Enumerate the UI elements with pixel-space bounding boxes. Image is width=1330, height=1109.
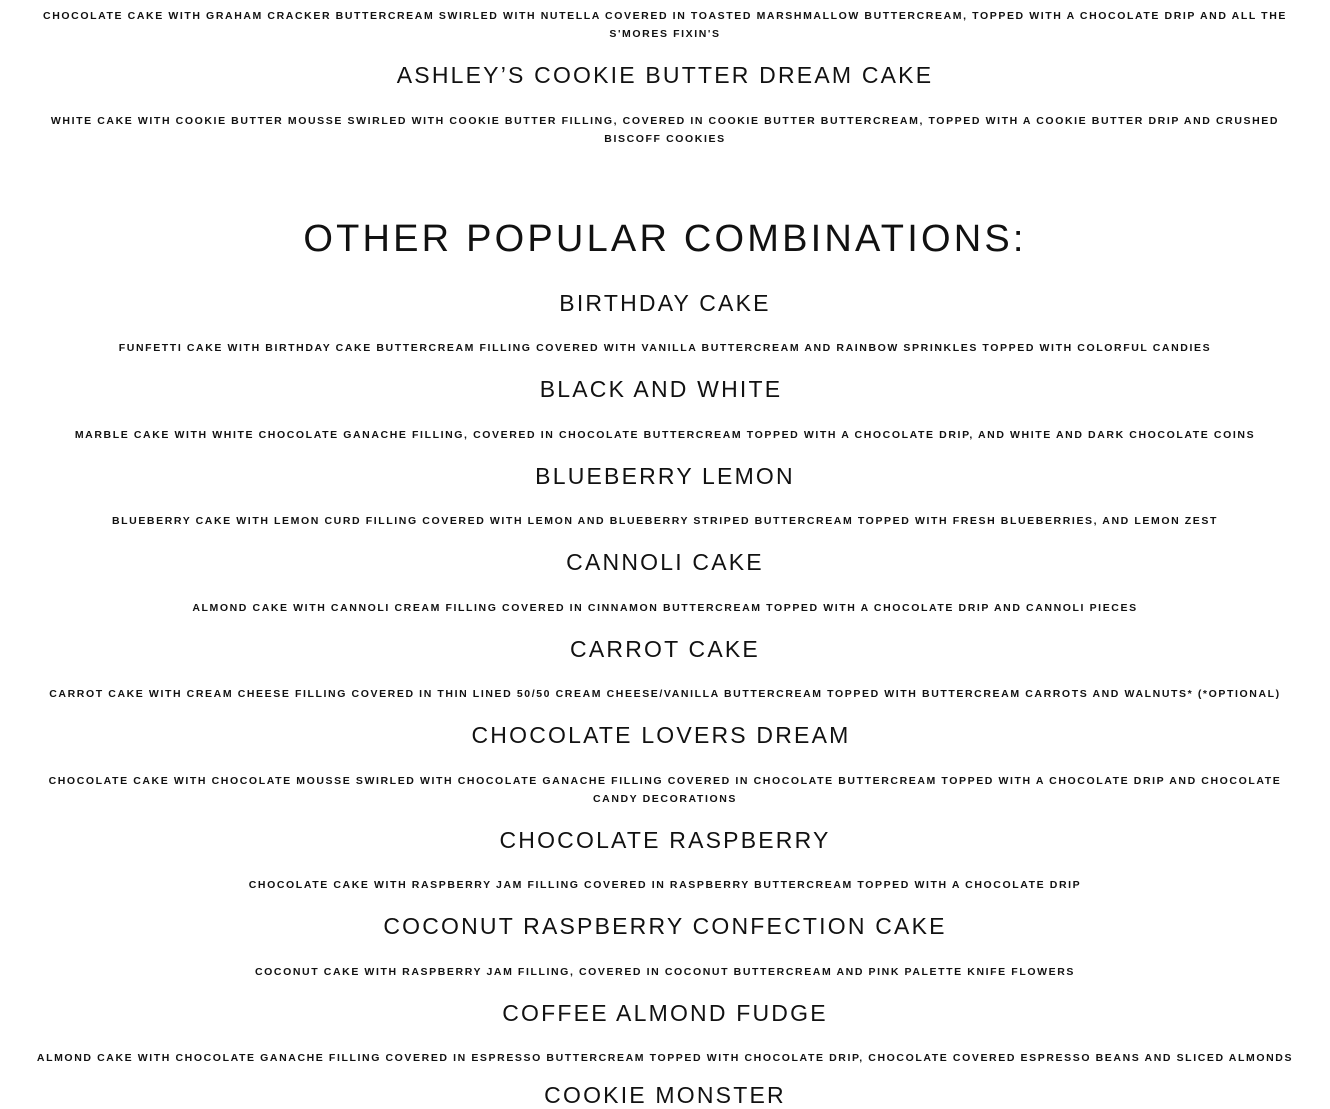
cake-title: ASHLEY’S COOKIE BUTTER DREAM CAKE [396, 62, 934, 88]
cake-description: CHOCOLATE CAKE WITH GRAHAM CRACKER BUTTERCREAM SWIRLED WITH NUTELLA COVERED IN TOASTED MARSHMALLOW BUTTERCREAM, TOPPED WITH A CHOCOLATE DRIP AND ALL THE S'MORES FIXIN'S [43, 10, 1287, 40]
featured-item-cookie-butter [0, 61, 1330, 89]
cake-description: WHITE CAKE WITH COOKIE BUTTER MOUSSE SWIRLED WITH COOKIE BUTTER FILLING, COVERED IN COOKIE BUTTER BUTTERCREAM, TOPPED WITH A COOKIE BUTTER DRIP AND CRUSHED BISCOFF COOKIES [50, 115, 1280, 145]
cake-title-black-and-white: BLACK AND WHITE [539, 376, 783, 402]
featured-item-smores [0, 7, 1330, 43]
cake-title-chocolate-raspberry: CHOCOLATE RASPBERRY [499, 827, 831, 853]
cake-description: FUNFETTI CAKE WITH BIRTHDAY CAKE BUTTERCREAM FILLING COVERED WITH VANILLA BUTTERCREAM AND RAINBOW SPRINKLES TOPPED WITH COLORFUL CANDIES [118, 342, 1212, 354]
cake-title-cookie-monster: COOKIE MONSTER [544, 1082, 786, 1108]
cake-description: CARROT CAKE WITH CREAM CHEESE FILLING COVERED IN THIN LINED 50/50 CREAM CHEESE/VANILLA BUTTERCREAM TOPPED WITH BUTTERCREAM CARROTS AND WALNUTS* (*OPTIONAL) [49, 688, 1281, 700]
cake-title-chocolate-lovers-dream: CHOCOLATE LOVERS DREAM [471, 722, 851, 748]
cake-title-coffee-almond-fudge: COFFEE ALMOND FUDGE [502, 1000, 828, 1026]
cake-description: BLUEBERRY CAKE WITH LEMON CURD FILLING COVERED WITH LEMON AND BLUEBERRY STRIPED BUTTERCREAM TOPPED WITH FRESH BLUEBERRIES, AND LEMON ZEST [111, 515, 1219, 527]
cake-title-carrot-cake: CARROT CAKE [570, 636, 760, 662]
cake-title-birthday-cake: BIRTHDAY CAKE [559, 290, 771, 316]
cake-title-coconut-raspberry: COCONUT RASPBERRY CONFECTION CAKE [383, 913, 947, 939]
cake-description: MARBLE CAKE WITH WHITE CHOCOLATE GANACHE FILLING, COVERED IN CHOCOLATE BUTTERCREAM TOPPED WITH A CHOCOLATE DRIP, AND WHITE AND DARK CHOCOLATE COINS [74, 429, 1256, 441]
cake-description: COCONUT CAKE WITH RASPBERRY JAM FILLING, COVERED IN COCONUT BUTTERCREAM AND PINK PALETTE KNIFE FLOWERS [254, 966, 1076, 978]
cake-description: CHOCOLATE CAKE WITH RASPBERRY JAM FILLING COVERED IN RASPBERRY BUTTERCREAM TOPPED WITH A CHOCOLATE DRIP [248, 879, 1082, 891]
cake-description: ALMOND CAKE WITH CANNOLI CREAM FILLING COVERED IN CINNAMON BUTTERCREAM TOPPED WITH A CHOCOLATE DRIP AND CANNOLI PIECES [192, 602, 1138, 614]
cake-description: CHOCOLATE CAKE WITH CHOCOLATE MOUSSE SWIRLED WITH CHOCOLATE GANACHE FILLING COVERED IN CHOCOLATE BUTTERCREAM TOPPED WITH A CHOCOLATE DRIP AND CHOCOLATE CANDY DECORATIONS [48, 775, 1282, 805]
section-heading: OTHER POPULAR COMBINATIONS: [303, 218, 1027, 260]
cake-title-blueberry-lemon: BLUEBERRY LEMON [535, 463, 795, 489]
cake-description: ALMOND CAKE WITH CHOCOLATE GANACHE FILLING COVERED IN ESPRESSO BUTTERCREAM TOPPED WITH CHOCOLATE DRIP, CHOCOLATE COVERED ESPRESSO BEANS AND SLICED ALMONDS [36, 1052, 1294, 1064]
cake-title-cannoli-cake: CANNOLI CAKE [566, 549, 764, 575]
